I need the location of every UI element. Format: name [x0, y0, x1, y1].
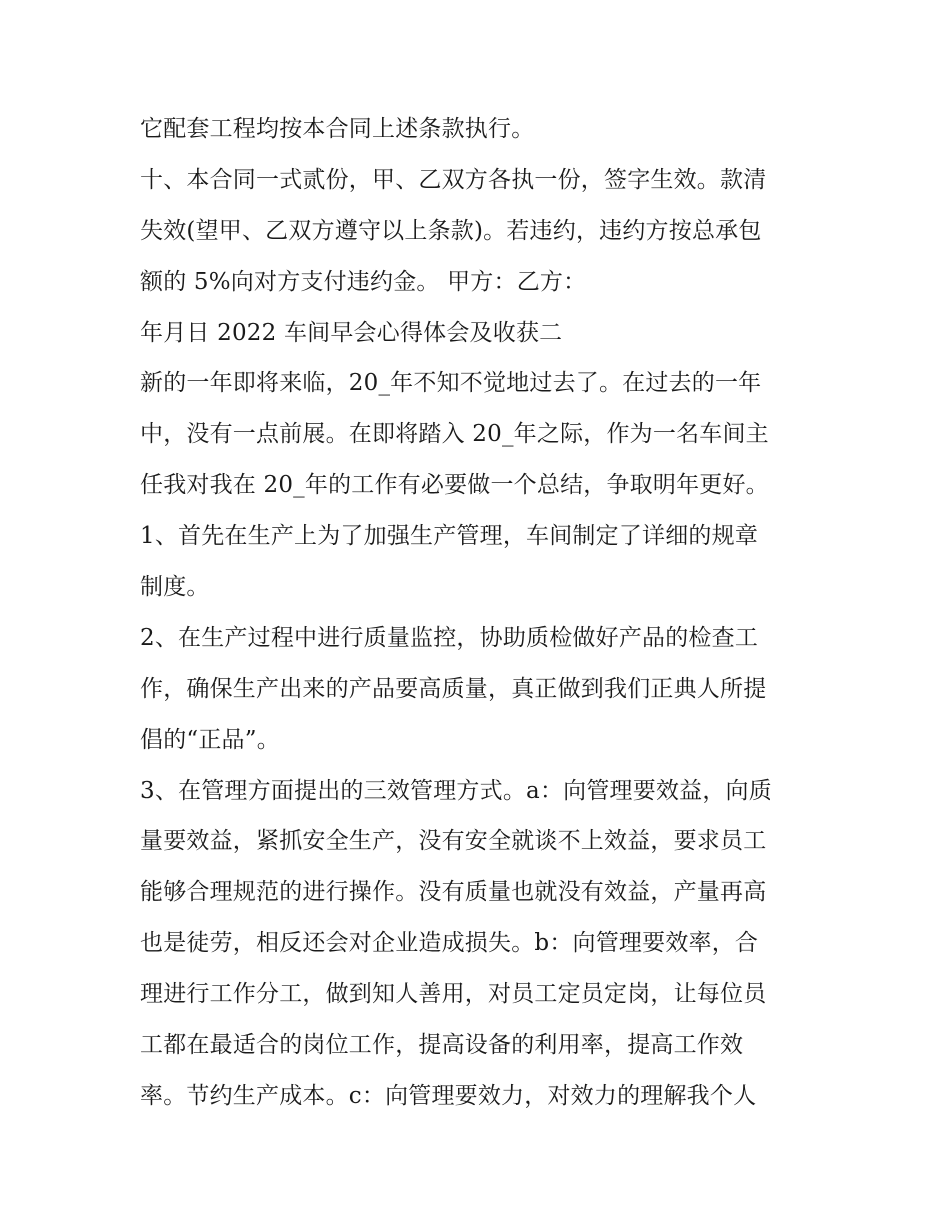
text-line: 它配套工程均按本合同上述条款执行。	[140, 116, 535, 142]
text-line: 理进行工作分工，做到知人善用，对员工定员定岗，让每位员	[140, 981, 767, 1008]
text-line: 十、本合同一式贰份，甲、乙双方各执一份，签字生效。款清	[140, 166, 767, 193]
text-line: 量要效益，紧抓安全生产，没有安全就谈不上效益，要求员工	[140, 828, 767, 855]
text-line: 新的一年即将来临，20_年不知不觉地过去了。在过去的一年	[140, 370, 762, 397]
document-body	[140, 104, 820, 1122]
list-item: 1、首先在生产上为了加强生产管理，车间制定了详细的规章	[140, 523, 759, 550]
text-line: 也是徒劳，相反还会对企业造成损失。b：向管理要效率，合	[140, 930, 759, 957]
section-heading: 年月日 2022 车间早会心得体会及收获二	[140, 319, 563, 346]
text-line: 作，确保生产出来的产品要高质量，真正做到我们正典人所提	[140, 675, 767, 702]
text-line: 中，没有一点前展。在即将踏入 20_年之际，作为一名车间主	[140, 421, 769, 448]
list-item: 2、在生产过程中进行质量监控，协助质检做好产品的检查工	[140, 624, 759, 651]
text-line: 率。节约生产成本。c：向管理要效力，对效力的理解我个人	[140, 1082, 757, 1109]
text-line: 任我对我在 20_年的工作有必要做一个总结，争取明年更好。	[140, 472, 769, 499]
list-item: 3、在管理方面提出的三效管理方式。a：向管理要效益，向质	[140, 777, 772, 804]
text-line: 失效(望甲、乙双方遵守以上条款)。若违约，违约方按总承包	[140, 217, 762, 244]
text-line: 额的 5%向对方支付违约金。 甲方：乙方：	[140, 268, 587, 295]
text-line: 能够合理规范的进行操作。没有质量也就没有效益，产量再高	[140, 879, 767, 906]
text-line: 工都在最适合的岗位工作，提高设备的利用率，提高工作效	[140, 1032, 744, 1059]
text-line: 倡的“正品”。	[140, 726, 280, 753]
text-line: 制度。	[140, 574, 210, 601]
